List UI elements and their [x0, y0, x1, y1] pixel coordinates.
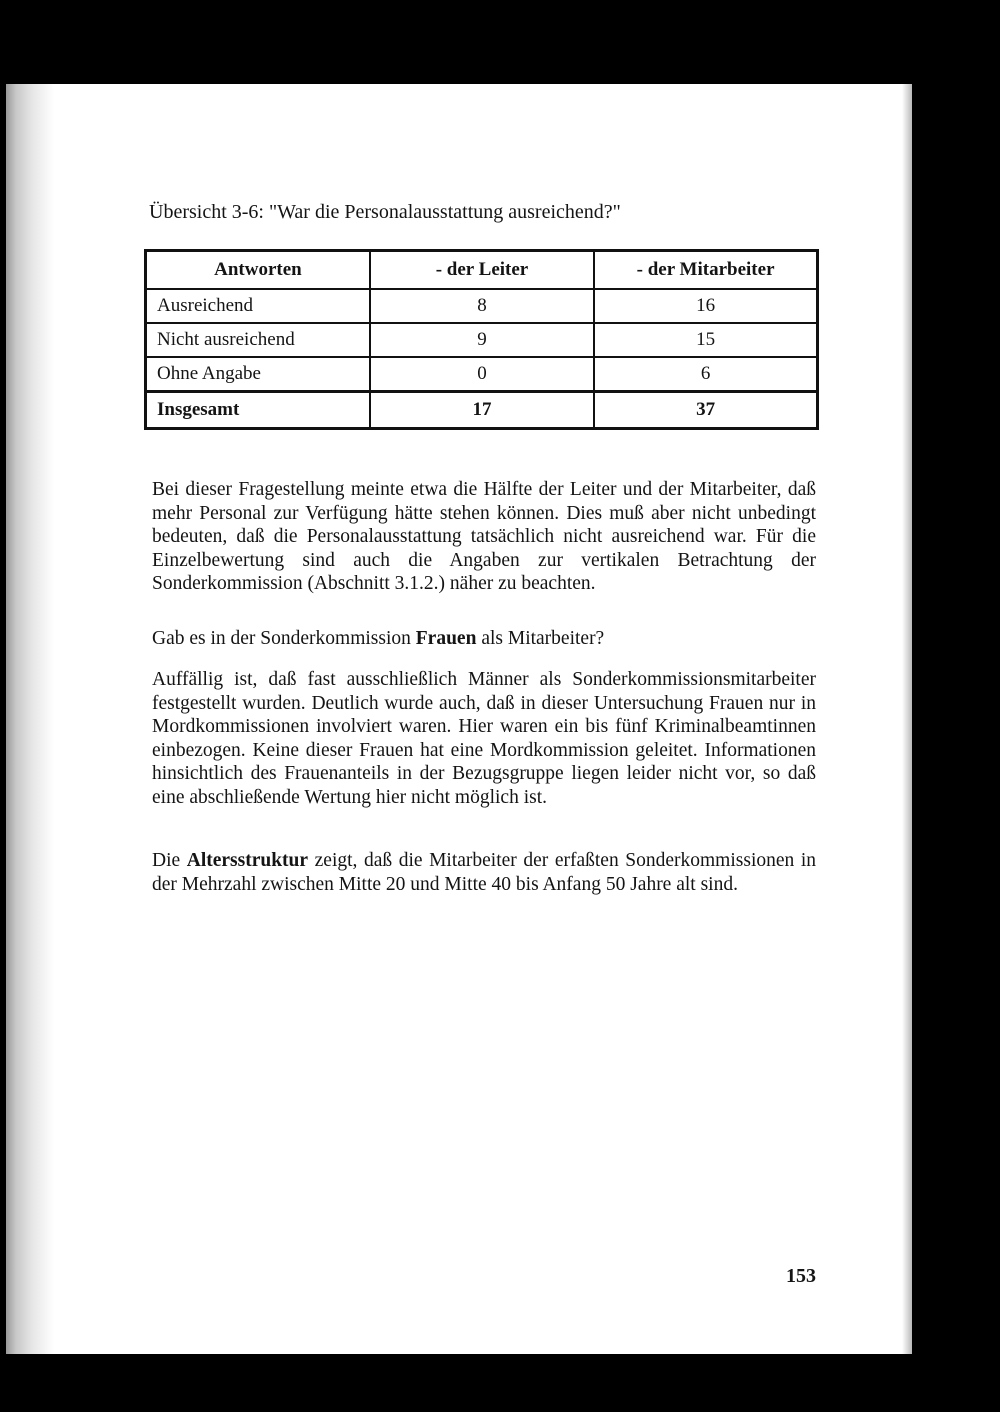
row-answer: Ausreichend: [146, 289, 370, 323]
table-total-row: [146, 392, 818, 429]
age-text-end: zeigt, daß die Mitarbeiter der erfaßten Sonderkommissionen in der Mehrzahl zwischen Mitte 20 und Mitte 40 bis Anfang 50 Jahre alt sind.: [152, 850, 816, 895]
row-leiter-value: 9: [370, 323, 594, 357]
table-row: [146, 323, 818, 357]
total-mitarbeiter-value: 37: [594, 392, 817, 429]
row-answer: Ohne Angabe: [146, 357, 370, 392]
page-spine-shadow: [6, 84, 54, 1354]
table-row: [146, 289, 818, 323]
keyword-frauen: Frauen: [415, 628, 477, 649]
paragraph-question-frauen: [152, 627, 816, 651]
age-text-start: Die: [152, 850, 187, 871]
keyword-altersstruktur: Altersstruktur: [186, 850, 309, 871]
total-label: Insgesamt: [146, 392, 370, 429]
paragraph-interpretation: Bei dieser Fragestellung meinte etwa die Hälfte der Leiter und der Mitarbeiter, daß mehr Personal zur Verfügung hätte stehen können. Dies muß aber nicht unbedingt bedeuten, daß die Personalausstattung tatsächlich nicht ausreichend war. Für die Einzelbewertung sind auch die Angaben zur vertikalen Betrachtung der Sonderkommission (Abschnitt 3.1.2.) näher zu beachten.: [152, 479, 816, 594]
table-caption: Übersicht 3-6: "War die Personalausstattung ausreichend?": [149, 201, 621, 223]
row-leiter-value: 0: [370, 357, 594, 392]
row-answer: Nicht ausreichend: [146, 323, 370, 357]
row-mitarbeiter-value: 15: [594, 323, 817, 357]
paragraph-frauen-findings: Auffällig ist, daß fast ausschließlich Männer als Sonderkommissionsmitarbeiter festgestellt wurden. Deutlich wurde auch, daß in dieser Untersuchung Frauen nur in Mordkommissionen involviert waren. Hier waren ein bis fünf Kriminalbeamtinnen einbezogen. Keine dieser Frauen hat eine Mordkommission geleitet. Informationen hinsichtlich des Frauenanteils in der Bezugsgruppe liegen leider nicht vor, so daß eine abschließende Wertung hier nicht möglich ist.: [152, 669, 816, 808]
personnel-survey-table: [144, 249, 819, 430]
table-row: [146, 357, 818, 392]
paragraph-altersstruktur: [152, 849, 816, 896]
page-number: 153: [786, 1265, 816, 1287]
question-text-end: als Mitarbeiter?: [476, 628, 605, 649]
header-antworten: Antworten: [146, 251, 370, 290]
question-text: Gab es in der Sonderkommission: [152, 628, 416, 649]
total-leiter-value: 17: [370, 392, 594, 429]
header-leiter: - der Leiter: [370, 251, 594, 290]
row-mitarbeiter-value: 6: [594, 357, 817, 392]
header-mitarbeiter: - der Mitarbeiter: [594, 251, 817, 290]
row-leiter-value: 8: [370, 289, 594, 323]
row-mitarbeiter-value: 16: [594, 289, 817, 323]
table-header-row: [146, 251, 818, 290]
page-edge-shadow: [902, 84, 912, 1354]
book-page: [6, 84, 912, 1354]
